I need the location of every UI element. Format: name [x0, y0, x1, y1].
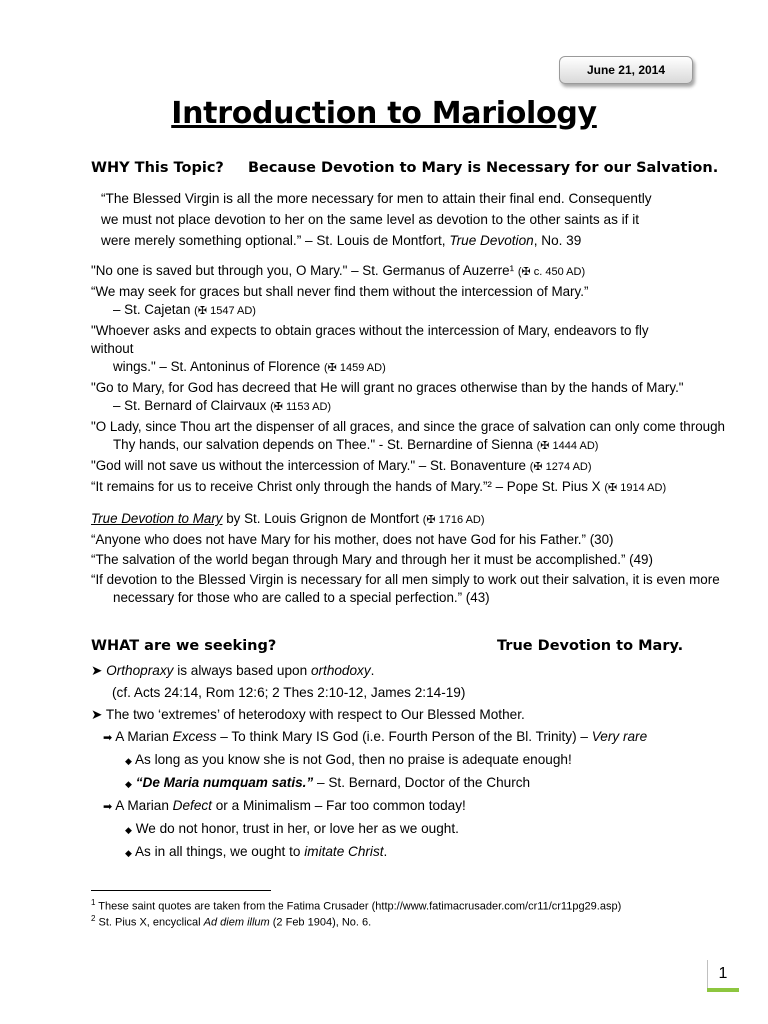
devotion-quote: “The salvation of the world began through Mary and through her it must be accomplished.” (49) [91, 552, 653, 567]
montfort-quote-block [101, 188, 652, 251]
true-devotion-section [91, 510, 720, 607]
quote-germanus [91, 262, 691, 281]
footnote-1 [91, 898, 621, 913]
quote-pius-x [91, 478, 691, 497]
outline-sub-sub-bullet [91, 772, 711, 795]
footnote-2 [91, 914, 371, 929]
quote-date: (✠ 1444 AD) [536, 440, 599, 452]
quote-text: "God will not save us without the intercession of Mary." – St. Bonaventure [91, 458, 526, 473]
outline-text: . [383, 844, 388, 859]
devotion-quote: “Anyone who does not have Mary for his mother, does not have God for his Father.” (30) [91, 532, 614, 547]
montfort-line: “The Blessed Virgin is all the more necessary for men to attain their final end. Consequently [101, 191, 652, 206]
quote-text: “We may seek for graces but shall never find them without the intercession of Mary.” [91, 284, 589, 299]
outline-text: or a Minimalism – Far too common today! [211, 798, 466, 813]
outline-text: A Marian [115, 798, 173, 813]
quote-bernard [91, 379, 691, 416]
quote-antoninus [91, 322, 691, 377]
outline-text: As in all things, we ought to [134, 844, 305, 859]
arrow-bullet-icon: ➤ [91, 663, 103, 678]
outline-text: – St. Bernard, Doctor of the Church [313, 775, 531, 790]
outline-text: Very rare [591, 729, 648, 744]
outline-text: orthodoxy [310, 663, 371, 678]
outline-text: . [370, 663, 375, 678]
footnote-text: St. Pius X, encyclical [95, 916, 204, 929]
quote-text: – St. Bernard of Clairvaux [113, 398, 267, 413]
diamond-bullet-icon: ◆ [125, 848, 132, 858]
quote-bernardine [91, 418, 725, 455]
scripture-refs: (cf. Acts 24:14, Rom 12:6; 2 Thes 2:10-12, James 2:14-19) [112, 685, 466, 700]
devotion-quote: “If devotion to the Blessed Virgin is necessary for all men simply to work out their salvation, it is even more [91, 572, 720, 587]
quote-bonaventure [91, 457, 691, 476]
outline-text: Orthopraxy [106, 663, 174, 678]
outline-text: We do not honor, trust in her, or love her as we ought. [135, 821, 459, 836]
what-label: WHAT are we seeking? [91, 638, 277, 654]
outline-text: As long as you know she is not God, then no praise is adequate enough! [134, 752, 572, 767]
quote-text: “It remains for us to receive Christ only through the hands of Mary.”² – Pope St. Pius X [91, 479, 601, 494]
quote-date: (✠ c. 450 AD) [517, 266, 586, 278]
quote-text: "Whoever asks and expects to obtain graces without the intercession of Mary, endeavors to fly without [91, 323, 649, 356]
quote-date: (✠ 1716 AD) [422, 514, 485, 526]
outline-text: A Marian [115, 729, 173, 744]
page-title: Introduction to Mariology [171, 96, 597, 131]
date-badge: June 21, 2014 [559, 56, 693, 84]
book-title: True Devotion to Mary [91, 511, 223, 526]
why-label: WHY This Topic? [91, 160, 224, 176]
quote-text: "Go to Mary, for God has decreed that He will grant no graces otherwise than by the hands of Mary." [91, 380, 684, 395]
outline-text: imitate Christ [304, 844, 384, 859]
quote-text: wings." – St. Antoninus of Florence [113, 359, 321, 374]
outline-text: The two ‘extremes’ of heterodoxy with respect to Our Blessed Mother. [105, 707, 525, 722]
footnote-number: 1 [91, 898, 96, 907]
saint-quotes [91, 262, 725, 497]
montfort-line [101, 230, 652, 251]
footnote-divider [91, 890, 271, 891]
latin-quote: “De Maria numquam satis.” [135, 775, 314, 790]
montfort-line: we must not place devotion to her on the same level as devotion to the other saints as if it [101, 212, 640, 227]
footnote-text: These saint quotes are taken from the Fatima Crusader (http://www.fatimacrusader.com/cr11/cr11pg29.asp) [95, 900, 622, 913]
outline-text: is always based upon [173, 663, 311, 678]
montfort-book-title: True Devotion [449, 233, 534, 248]
outline [91, 660, 711, 864]
arrow-bullet-icon: ➤ [91, 707, 103, 722]
quote-date: (✠ 1153 AD) [270, 401, 332, 413]
outline-text: Defect [172, 798, 212, 813]
true-devotion-heading [91, 510, 691, 529]
pointer-arrow-icon: ➡ [103, 732, 113, 744]
what-answer: True Devotion to Mary. [497, 638, 684, 654]
why-heading [91, 160, 718, 176]
outline-text: Excess [172, 729, 217, 744]
footnote-text: Ad diem illum [203, 916, 270, 929]
quote-date: (✠ 1547 AD) [194, 305, 256, 317]
quote-text: Thy hands, our salvation depends on Thee." - St. Bernardine of Sienna [113, 437, 533, 452]
diamond-bullet-icon: ◆ [125, 779, 132, 789]
outline-sub-bullet [91, 795, 711, 818]
quote-cajetan [91, 283, 691, 320]
quote-date: (✠ 1914 AD) [604, 482, 667, 494]
devotion-quote: necessary for those who are called to a special perfection.” (43) [113, 590, 490, 605]
book-author: by St. Louis Grignon de Montfort [222, 511, 419, 526]
quote-date: (✠ 1459 AD) [323, 362, 386, 374]
diamond-bullet-icon: ◆ [125, 825, 132, 835]
montfort-text: were merely something optional.” – St. Louis de Montfort, [101, 233, 446, 248]
outline-bullet [91, 660, 711, 682]
montfort-text: , No. 39 [533, 233, 582, 248]
footnote-text: (2 Feb 1904), No. 6. [269, 916, 372, 929]
page-number: 1 [707, 960, 739, 992]
pointer-arrow-icon: ➡ [103, 801, 113, 813]
quote-date: (✠ 1274 AD) [529, 461, 592, 473]
quote-text: – St. Cajetan [113, 302, 191, 317]
outline-sub-bullet [91, 726, 711, 749]
quote-text: "No one is saved but through you, O Mary." – St. Germanus of Auzerre¹ [91, 263, 515, 278]
diamond-bullet-icon: ◆ [125, 756, 132, 766]
why-answer: Because Devotion to Mary is Necessary for our Salvation. [247, 160, 719, 176]
quote-text: "O Lady, since Thou art the dispenser of all graces, and since the grace of salvation can only come through [91, 419, 725, 434]
outline-sub-sub-bullet [91, 749, 711, 772]
footnote-number: 2 [91, 914, 96, 923]
outline-text: – To think Mary IS God (i.e. Fourth Person of the Bl. Trinity) – [216, 729, 592, 744]
outline-sub-sub-bullet [91, 841, 711, 864]
outline-bullet [91, 704, 711, 726]
outline-sub-sub-bullet [91, 818, 711, 841]
